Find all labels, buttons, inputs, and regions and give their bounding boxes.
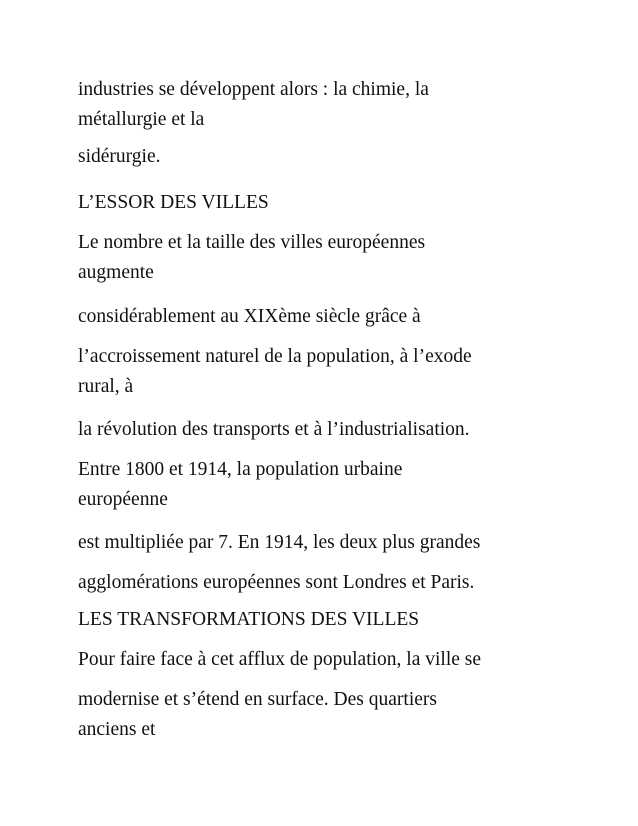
text-line: rural, à bbox=[78, 376, 134, 397]
text-line: est multipliée par 7. En 1914, les deux plus grandes bbox=[78, 532, 481, 553]
text-line: considérablement au XIXème siècle grâce à bbox=[78, 306, 421, 327]
text-line: Pour faire face à cet afflux de population, la ville se bbox=[78, 649, 482, 670]
text-line: industries se développent alors : la chimie, la bbox=[78, 79, 429, 100]
text-line: agglomérations européennes sont Londres et Paris. bbox=[78, 572, 475, 593]
text-line: européenne bbox=[78, 489, 168, 510]
text-line: métallurgie et la bbox=[78, 109, 205, 130]
text-line: anciens et bbox=[78, 719, 156, 740]
text-line: Le nombre et la taille des villes européennes bbox=[78, 232, 426, 253]
text-line: sidérurgie. bbox=[78, 146, 161, 167]
section-heading: LES TRANSFORMATIONS DES VILLES bbox=[78, 609, 420, 630]
text-line: la révolution des transports et à l’industrialisation. bbox=[78, 419, 470, 440]
text-line: augmente bbox=[78, 262, 154, 283]
text-line: l’accroissement naturel de la population, à l’exode bbox=[78, 346, 472, 367]
section-heading: L’ESSOR DES VILLES bbox=[78, 192, 269, 213]
text-line: Entre 1800 et 1914, la population urbaine bbox=[78, 459, 403, 480]
text-line: modernise et s’étend en surface. Des quartiers bbox=[78, 689, 437, 710]
